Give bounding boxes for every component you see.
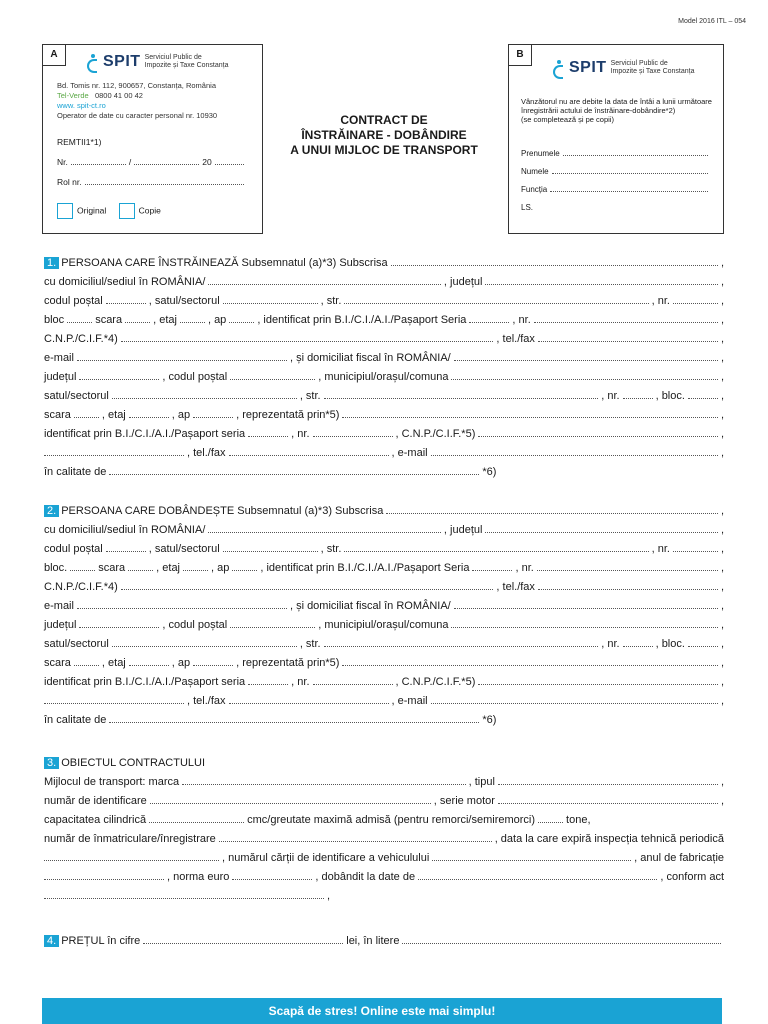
- s1-head[interactable]: 1. PERSOANA CARE ÎNSTRĂINEAZĂ Subsemnatul (a)*3) Subscrisa ,: [44, 257, 724, 269]
- copie-checkbox[interactable]: [119, 203, 135, 219]
- s3-head: 3. OBIECTUL CONTRACTULUI: [44, 757, 724, 769]
- spit-logo: SPIT Serviciul Public de Impozite și Taxe Constanța: [87, 53, 228, 71]
- functia-field[interactable]: Funcția: [521, 185, 711, 194]
- document-title: CONTRACT DE ÎNSTRĂINARE - DOBÂNDIRE A UNUI MIJLOC DE TRANSPORT: [290, 113, 478, 157]
- model-code: Model 2016 ITL – 054: [678, 18, 746, 25]
- original-checkbox[interactable]: [57, 203, 73, 219]
- online-banner[interactable]: Scapă de stres! Online este mai simplu!: [42, 998, 722, 1024]
- address: Bd. Tomis nr. 112, 900657, Constanța, România: [57, 81, 216, 90]
- prenume-field[interactable]: Prenumele: [521, 149, 711, 158]
- numele-field[interactable]: Numele: [521, 167, 711, 176]
- rol-field[interactable]: Rol nr.: [57, 177, 247, 187]
- spit-logo-icon: [87, 54, 99, 70]
- spit-logo-icon: [553, 60, 565, 76]
- nr-field[interactable]: Nr. / 20: [57, 157, 247, 167]
- website-link[interactable]: www. spit-ct.ro: [57, 101, 106, 110]
- s2-head[interactable]: 2. PERSOANA CARE DOBÂNDEȘTE Subsemnatul (a)*3) Subscrisa ,: [44, 505, 724, 517]
- box-a: A SPIT Serviciul Public de Impozite și Taxe Constanța Bd. Tomis nr. 112, 900657, Constanța, România Tel-Verde 0800 41 00 42 www. spit-ct.ro Operator de date cu caracter personal nr. 10930 REMTII1*1) Nr. / 20 Rol nr. Original Copie: [42, 44, 263, 234]
- s4-price[interactable]: 4. PREȚUL în cifre lei, în litere: [44, 935, 724, 947]
- box-b: B SPIT Serviciul Public de Impozite și Taxe Constanța Vânzătorul nu are debite la data de întâi a lunii următoare înregistrării actului de înstrăinare-dobândire*2) (se completează și pe copii) Prenumele Numele Funcția LS.: [508, 44, 724, 234]
- box-a-tag: A: [43, 45, 66, 66]
- spit-logo-b: SPIT Serviciul Public de Impozite și Taxe Constanța: [553, 59, 694, 77]
- box-b-tag: B: [509, 45, 532, 66]
